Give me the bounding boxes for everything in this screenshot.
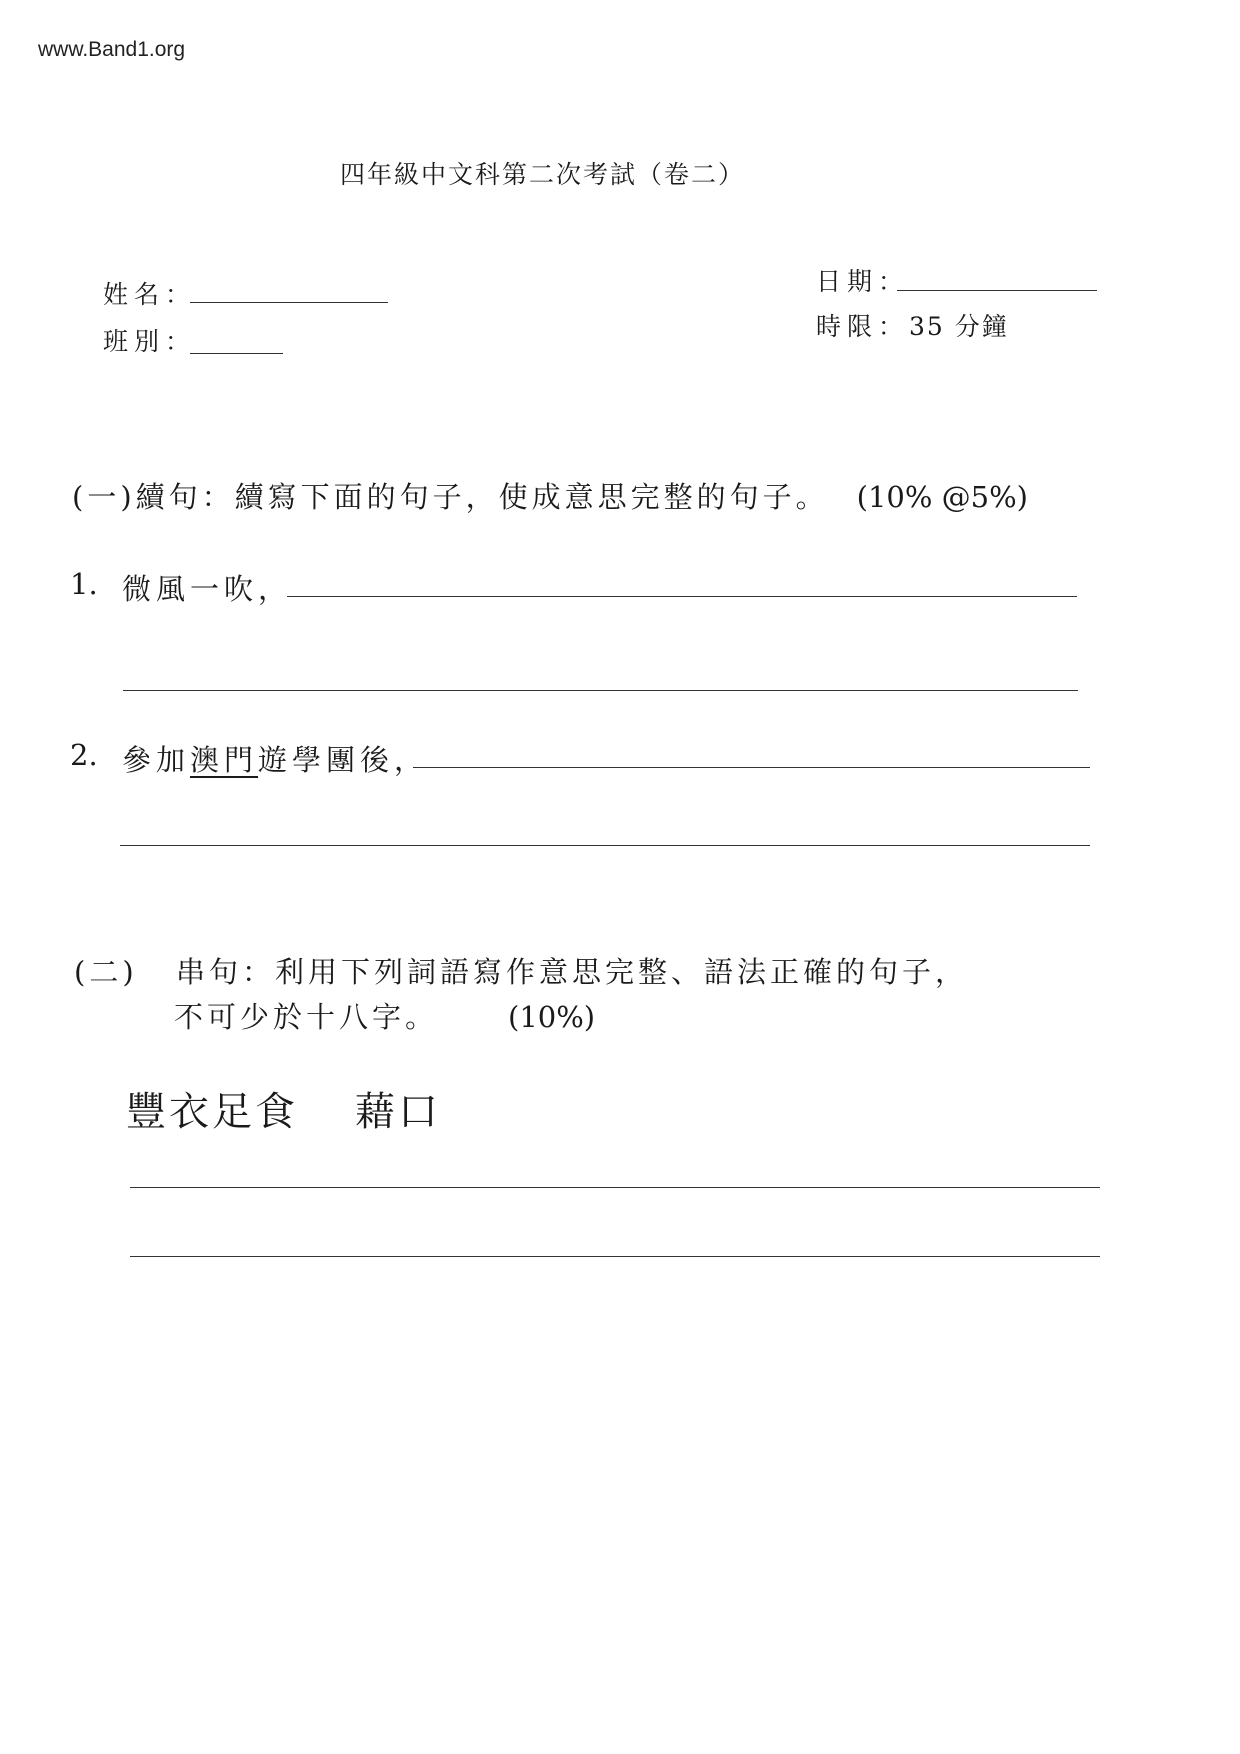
q1-answer-line-2[interactable] — [123, 690, 1078, 691]
q2-prompt-end: 遊學團後， — [258, 743, 429, 777]
time-limit-value: 35 分鐘 — [909, 312, 1009, 341]
q2-answer-line-1[interactable] — [413, 767, 1090, 768]
section2-instruction-text: 不可少於十八字。 — [174, 1000, 439, 1034]
q1-answer-line-1[interactable] — [287, 596, 1077, 597]
q2-number: 2. — [70, 738, 98, 772]
q2-proper-noun: 澳門 — [190, 743, 259, 777]
q2-prompt-start: 參加 — [122, 743, 191, 777]
section2-instruction-line1: 串句：利用下列詞語寫作意思完整、語法正確的句子， — [176, 955, 969, 989]
section1-heading — [72, 475, 1028, 516]
q2-prompt — [122, 738, 428, 779]
date-field-line[interactable] — [897, 290, 1097, 291]
section1-number: (一) — [72, 480, 136, 514]
page-title: 四年級中文科第二次考試（卷二） — [340, 160, 746, 189]
given-word-1: 豐衣足食 — [126, 1089, 298, 1135]
date-label: 日期： — [816, 267, 910, 296]
given-word-2: 藉口 — [355, 1089, 441, 1135]
time-limit-label: 時限： — [816, 312, 910, 341]
q1-number: 1. — [70, 567, 98, 601]
q2-answer-line-2[interactable] — [120, 845, 1090, 846]
section1-score: (10% @5%) — [856, 480, 1028, 514]
section2-answer-line-1[interactable] — [130, 1187, 1100, 1188]
section2-answer-line-2[interactable] — [130, 1256, 1100, 1257]
section2-number: (二) — [74, 955, 138, 989]
name-field-line[interactable] — [190, 302, 388, 303]
time-limit — [816, 307, 1009, 343]
section1-instruction: 續句：續寫下面的句子，使成意思完整的句子。 — [135, 480, 829, 514]
class-label: 班別： — [103, 327, 197, 356]
q1-prompt: 微風一吹， — [122, 572, 293, 606]
section2-instruction-line2 — [174, 995, 595, 1036]
section2-score: (10%) — [508, 1000, 596, 1034]
class-field-line[interactable] — [190, 353, 283, 354]
name-label: 姓名： — [103, 280, 197, 309]
watermark: www.Band1.org — [38, 38, 186, 61]
